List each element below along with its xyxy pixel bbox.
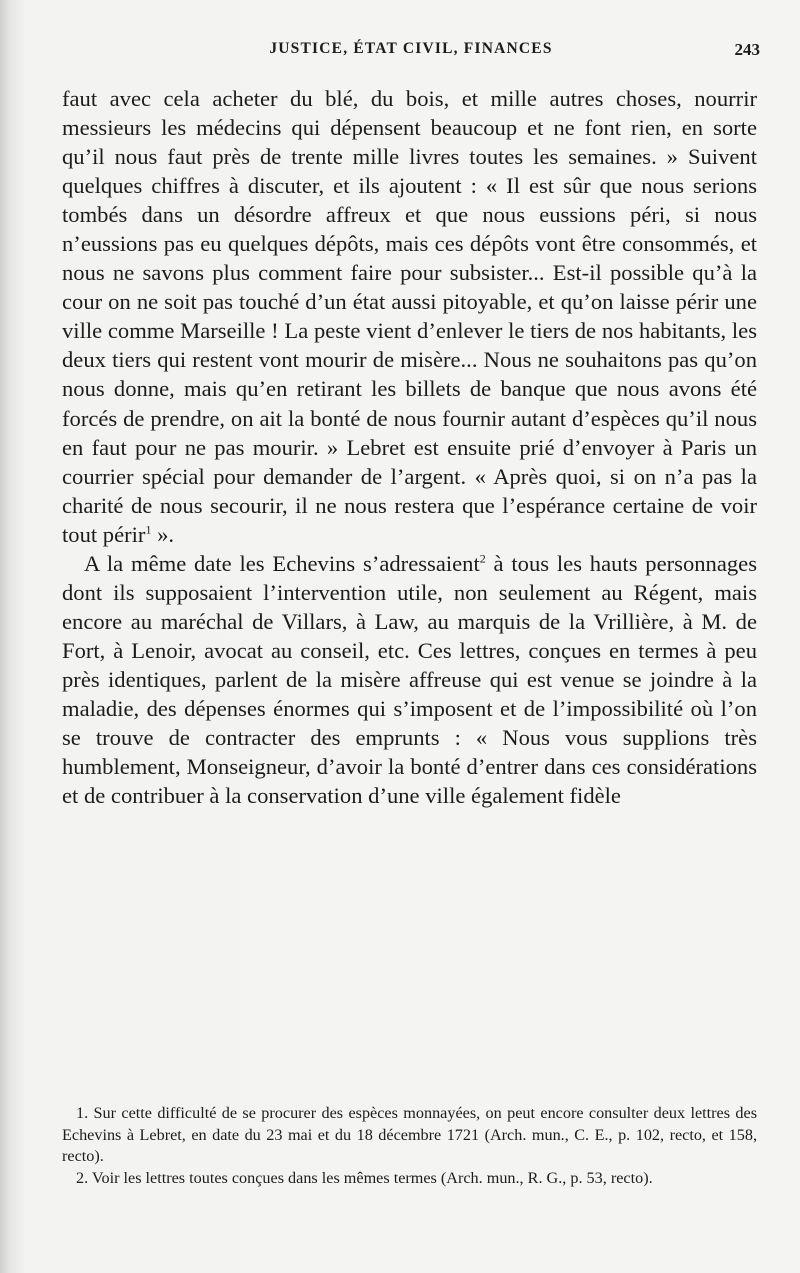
paragraph-2-start: A la même date les Echevins s’adressaient — [84, 550, 480, 576]
paragraph-2 — [62, 549, 757, 810]
footnote-ref-1: 1 — [145, 522, 152, 537]
footnote-2: 2. Voir les lettres toutes conçues dans les mêmes termes (Arch. mun., R. G., p. 53, recto). — [76, 1168, 653, 1187]
footnote-ref-2: 2 — [479, 551, 486, 566]
paragraph-2-rest: à tous les hauts personnages dont ils supposaient l’intervention utile, non seulement au Régent, mais encore au maréchal de Villars, à Law, au marquis de la Vrillière, à M. de Fort, à Lenoir, avocat au conseil, etc. Ces lettres, conçues en termes à peu près identiques, parlent de la misère affreuse qui est venue se joindre à la maladie, des dépenses énormes qui s’imposent et de l’impossibilité où l’on se trouve de contracter des emprunts : « Nous vous supplions très humblement, Monseigneur, d’avoir la bonté d’entrer dans ces considérations et de contribuer à la conservation d’une ville également fidèle — [62, 550, 757, 809]
footnotes — [62, 1103, 757, 1189]
running-head — [62, 40, 760, 68]
running-head-title: JUSTICE, ÉTAT CIVIL, FINANCES — [269, 40, 553, 57]
footnote-1: 1. Sur cette difficulté de se procurer des espèces monnayées, on peut encore consulter deux lettres des Echevins à Lebret, en date du 23 mai et du 18 décembre 1721 (Arch. mun., C. E., p. 102, recto, et 158, recto). — [62, 1104, 757, 1166]
main-text — [62, 84, 757, 810]
page-number: 243 — [734, 40, 760, 59]
paragraph-1-text: faut avec cela acheter du blé, du bois, et mille autres choses, nourrir messieurs les médecins qui dépensent beaucoup et ne font rien, en sorte qu’il nous faut près de trente mille livres toutes les semaines. » Suivent quelques chiffres à discuter, et ils ajoutent : « Il est sûr que nous serions tombés dans un désordre affreux et que nous eussions péri, si nous n’eussions pas eu quelques dépôts, mais ces dépôts vont être consommés, et nous ne savons plus comment faire pour subsister... Est-il possible qu’à la cour on ne soit pas touché d’un état aussi pitoyable, et qu’on laisse périr une ville comme Marseille ! La peste vient d’enlever le tiers de nos habitants, les deux tiers qui restent vont mourir de misère... Nous ne souhaitons pas qu’on nous donne, mais qu’en retirant les billets de banque que nous avons été forcés de prendre, on ait la bonté de nous fournir autant d’espèces qu’il nous en faut pour ne pas mourir. » Lebret est ensuite prié d’envoyer à Paris un courrier spécial pour demander de l’argent. « Après quoi, si on n’a pas la charité de nous secourir, il ne nous restera que l’espérance certaine de voir tout périr — [62, 86, 757, 547]
paragraph-1 — [62, 84, 757, 549]
paragraph-1-end: ». — [151, 521, 175, 547]
